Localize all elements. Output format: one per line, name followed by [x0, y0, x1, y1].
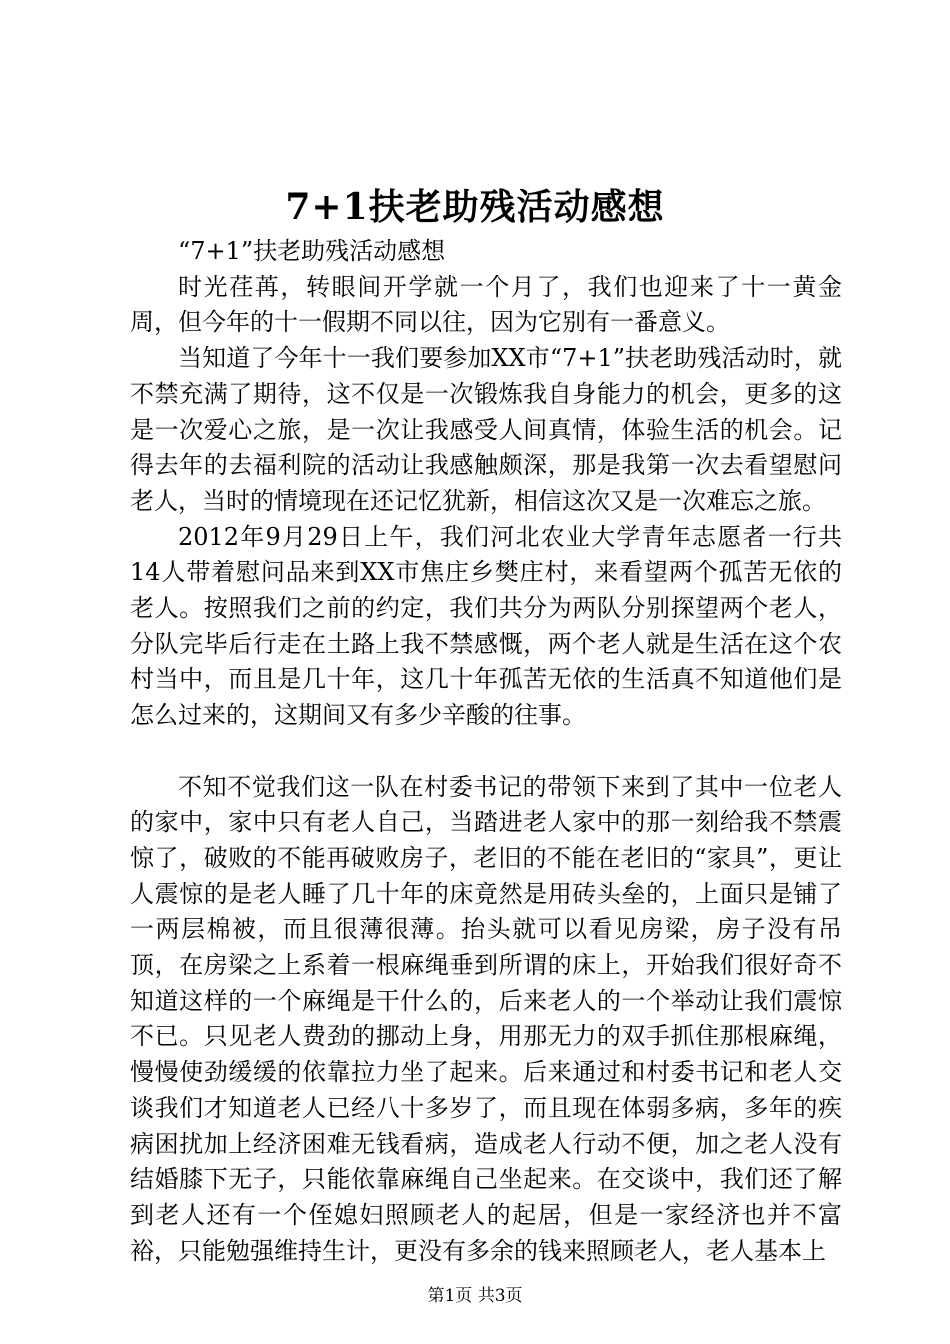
- body-paragraph: 时光荏苒，转眼间开学就一个月了，我们也迎来了十一黄金周，但今年的十一假期不同以往，因为它别有一番意义。: [130, 272, 842, 337]
- document-title: 7+1扶老助残活动感想: [285, 186, 665, 228]
- page-number-footer: 第1页 共3页: [427, 1286, 523, 1306]
- subtitle-paragraph: “7+1”扶老助残活动感想: [178, 237, 446, 265]
- body-paragraph: 不知不觉我们这一队在村委书记的带领下来到了其中一位老人的家中，家中只有老人自己，当踏进老人家中的那一刻给我不禁震惊了，破败的不能再破败房子，老旧的不能在老旧的“家具”，更让人震惊的是老人睡了几十年的床竟然是用砖头垒的，上面只是铺了一两层棉被，而且很薄很薄。抬头就可以看见房梁，房子没有吊顶，在房梁之上系着一根麻绳垂到所谓的床上，开始我们很好奇不知道这样的一个麻绳是干什么的，后来老人的一个举动让我们震惊不已。只见老人费劲的挪动上身，用那无力的双手抓住那根麻绳，慢慢使劲缓缓的依靠拉力坐了起来。后来通过和村委书记和老人交谈我们才知道老人已经八十多岁了，而且现在体弱多病，多年的疾病困扰加上经济困难无钱看病，造成老人行动不便，加之老人没有结婚膝下无子，只能依靠麻绳自己坐起来。在交谈中，我们还了解到老人还有一个侄媳妇照顾老人的起居，但是一家经济也并不富裕，只能勉强维持生计，更没有多余的钱来照顾老人，老人基本上: [130, 772, 842, 1265]
- document-body: [130, 234, 842, 1269]
- body-paragraph: 2012年9月29日上午，我们河北农业大学青年志愿者一行共14人带着慰问品来到XX市焦庄乡樊庄村，来看望两个孤苦无依的老人。按照我们之前的约定，我们共分为两队分别探望两个老人，分队完毕后行走在土路上我不禁感慨，两个老人就是生活在这个农村当中，而且是几十年，这几十年孤苦无依的生活真不知道他们是怎么过来的，这期间又有多少辛酸的往事。: [130, 522, 842, 730]
- body-paragraph: 当知道了今年十一我们要参加XX市“7+1”扶老助残活动时，就不禁充满了期待，这不仅是一次锻炼我自身能力的机会，更多的这是一次爱心之旅，是一次让我感受人间真情，体验生活的机会。记得去年的去福利院的活动让我感触颇深，那是我第一次去看望慰问老人，当时的情境现在还记忆犹新，相信这次又是一次难忘之旅。: [130, 344, 842, 515]
